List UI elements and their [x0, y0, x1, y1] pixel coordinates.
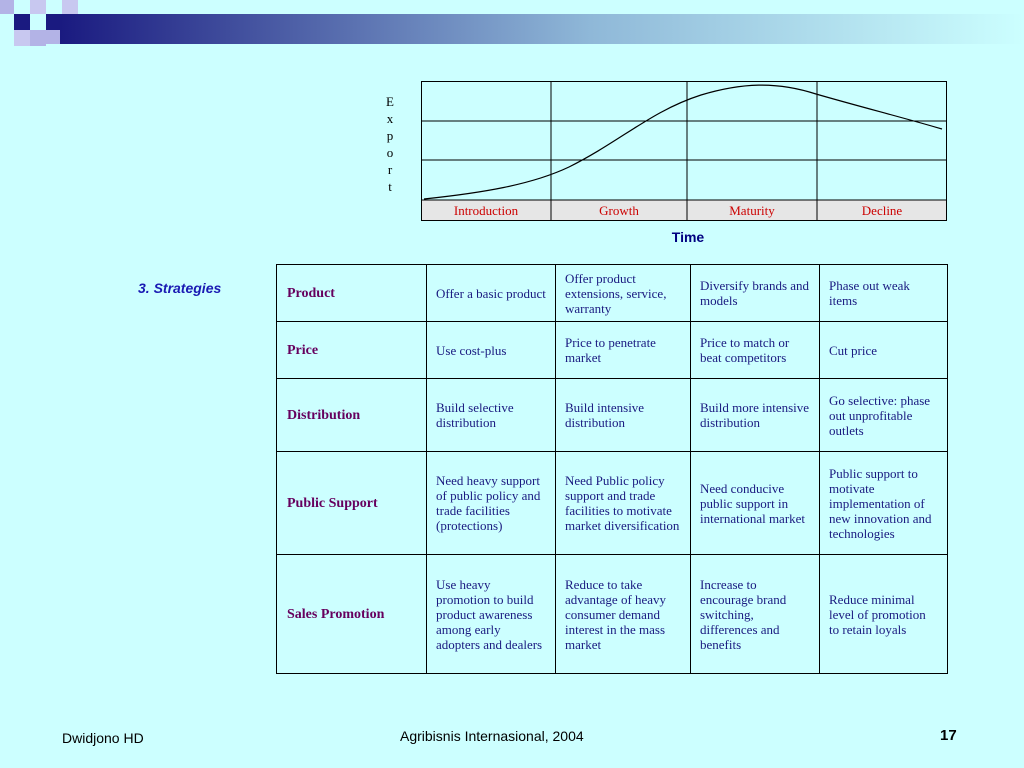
table-cell: Use heavy promotion to build product awareness among early adopters and dealers — [427, 555, 556, 674]
footer-course: Agribisnis Internasional, 2004 — [400, 728, 584, 744]
y-axis-letter: o — [386, 145, 394, 160]
table-cell: Go selective: phase out unprofitable outlets — [820, 379, 948, 452]
y-axis-letter: p — [386, 128, 394, 143]
table-cell: Need conducive public support in international market — [691, 452, 820, 555]
y-axis-letter: t — [388, 179, 392, 194]
table-cell: Price to penetrate market — [556, 322, 691, 379]
logo-square-4 — [46, 14, 62, 30]
row-header: Product — [277, 265, 427, 322]
table-cell: Use cost-plus — [427, 322, 556, 379]
table-row — [277, 452, 948, 555]
table-cell: Build selective distribution — [427, 379, 556, 452]
table-cell: Reduce to take advantage of heavy consumer demand interest in the mass market — [556, 555, 691, 674]
table-cell: Need heavy support of public policy and trade facilities (protections) — [427, 452, 556, 555]
table-cell: Offer product extensions, service, warranty — [556, 265, 691, 322]
table-cell: Offer a basic product — [427, 265, 556, 322]
row-header: Sales Promotion — [277, 555, 427, 674]
banner-gradient — [0, 0, 1024, 48]
stage-label: Maturity — [729, 203, 775, 218]
table-row — [277, 379, 948, 452]
logo-square-5 — [62, 0, 78, 14]
table-cell: Price to match or beat competitors — [691, 322, 820, 379]
y-axis-letter: r — [387, 162, 393, 177]
table-row — [277, 265, 948, 322]
page-number: 17 — [940, 727, 957, 744]
stage-label: Introduction — [453, 203, 519, 218]
logo-square-7 — [30, 30, 46, 46]
y-axis-label — [380, 93, 400, 195]
stage-label: Decline — [861, 203, 903, 218]
lifecycle-chart — [421, 81, 947, 221]
y-axis-letter: x — [386, 111, 394, 126]
table-cell: Build intensive distribution — [556, 379, 691, 452]
logo-square-8 — [46, 30, 60, 44]
stage-label: Growth — [599, 203, 639, 218]
x-axis-label: Time — [671, 229, 705, 245]
lifecycle-grid — [421, 81, 947, 221]
table-cell: Reduce minimal level of promotion to retain loyals — [820, 555, 948, 674]
row-header: Price — [277, 322, 427, 379]
table-cell: Public support to motivate implementation of new innovation and technologies — [820, 452, 948, 555]
logo-square-6 — [14, 30, 30, 46]
table-cell: Cut price — [820, 322, 948, 379]
logo-square-2 — [0, 0, 14, 14]
table-cell: Increase to encourage brand switching, differences and benefits — [691, 555, 820, 674]
strategies-table — [276, 264, 948, 674]
table-row — [277, 555, 948, 674]
header-banner — [0, 0, 1024, 48]
row-header: Public Support — [277, 452, 427, 555]
footer-author: Dwidjono HD — [62, 730, 144, 746]
logo-square-1 — [14, 14, 30, 30]
table-cell: Phase out weak items — [820, 265, 948, 322]
section-title: 3. Strategies — [138, 280, 222, 296]
table-cell: Diversify brands and models — [691, 265, 820, 322]
row-header: Distribution — [277, 379, 427, 452]
table-cell: Build more intensive distribution — [691, 379, 820, 452]
y-axis-letter: E — [386, 94, 394, 109]
logo-square-3 — [30, 0, 46, 14]
table-row — [277, 322, 948, 379]
table-cell: Need Public policy support and trade facilities to motivate market diversification — [556, 452, 691, 555]
